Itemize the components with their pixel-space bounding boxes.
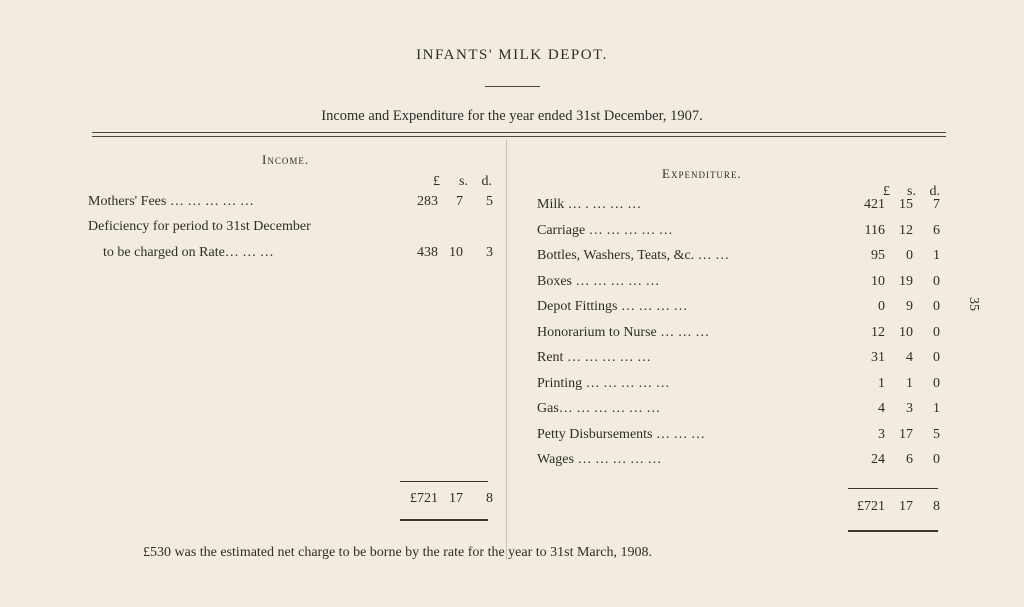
expenditure-row-shillings: 4 — [906, 350, 913, 365]
expenditure-row-pence: 0 — [933, 299, 940, 314]
expenditure-row-pounds: 1 — [878, 376, 885, 391]
income-row-label: Deficiency for period to 31st December — [88, 219, 311, 234]
expenditure-row-pounds: 95 — [871, 248, 885, 263]
double-rule-top — [92, 132, 946, 133]
expenditure-row-shillings: 17 — [899, 427, 913, 442]
expenditure-total-pence: 8 — [933, 499, 940, 514]
expenditure-row-pounds: 421 — [864, 197, 885, 212]
expenditure-row-pence: 0 — [933, 274, 940, 289]
expenditure-row-pounds: 12 — [871, 325, 885, 340]
expenditure-row-shillings: 9 — [906, 299, 913, 314]
expenditure-row-label: Milk … . … … … — [537, 197, 642, 212]
expenditure-row-label: Boxes … … … … … — [537, 274, 660, 289]
expenditure-row-label: Gas… … … … … … — [537, 401, 661, 416]
expenditure-row-pounds: 0 — [878, 299, 885, 314]
expenditure-row-shillings: 19 — [899, 274, 913, 289]
expenditure-col-shillings: s. — [907, 184, 916, 199]
expenditure-total-underline — [848, 530, 938, 532]
income-total-pence: 8 — [486, 491, 493, 506]
expenditure-row-shillings: 3 — [906, 401, 913, 416]
income-col-pence: d. — [481, 174, 492, 189]
expenditure-row-pounds: 24 — [871, 452, 885, 467]
page-subtitle: Income and Expenditure for the year ended 31st December, 1907. — [321, 108, 703, 124]
expenditure-row-pence: 7 — [933, 197, 940, 212]
expenditure-heading: Expenditure. — [662, 166, 742, 181]
expenditure-row-pence: 1 — [933, 248, 940, 263]
income-row-shillings: 7 — [456, 194, 463, 209]
expenditure-row-pounds: 4 — [878, 401, 885, 416]
income-total-shillings: 17 — [449, 491, 463, 506]
expenditure-row-pounds: 3 — [878, 427, 885, 442]
expenditure-row-pence: 1 — [933, 401, 940, 416]
double-rule-bottom — [92, 136, 946, 137]
expenditure-row-pence: 0 — [933, 376, 940, 391]
income-col-pounds: £ — [433, 174, 440, 189]
expenditure-row-pence: 0 — [933, 325, 940, 340]
expenditure-row-pounds: 116 — [864, 223, 885, 238]
income-total-pounds: £721 — [410, 491, 438, 506]
income-row-label: to be charged on Rate… … … — [103, 245, 274, 260]
income-row-label: Mothers' Fees … … … … … — [88, 194, 254, 209]
expenditure-row-label: Petty Disbursements … … … — [537, 427, 705, 442]
expenditure-col-pounds: £ — [883, 184, 890, 199]
expenditure-row-shillings: 6 — [906, 452, 913, 467]
expenditure-row-label: Honorarium to Nurse … … … — [537, 325, 710, 340]
column-divider — [506, 140, 507, 560]
income-row-pounds: 438 — [417, 245, 438, 260]
expenditure-row-label: Carriage … … … … … — [537, 223, 673, 238]
page-number: 35 — [966, 297, 981, 311]
income-row-shillings: 10 — [449, 245, 463, 260]
expenditure-row-shillings: 12 — [899, 223, 913, 238]
expenditure-row-label: Printing … … … … … — [537, 376, 670, 391]
income-row-pounds: 283 — [417, 194, 438, 209]
expenditure-row-pence: 0 — [933, 452, 940, 467]
expenditure-row-label: Depot Fittings … … … … — [537, 299, 688, 314]
income-row-pence: 5 — [486, 194, 493, 209]
expenditure-col-pence: d. — [929, 184, 940, 199]
page-title: INFANTS' MILK DEPOT. — [416, 47, 608, 63]
income-row-pence: 3 — [486, 245, 493, 260]
income-total-rule — [400, 481, 488, 482]
expenditure-total-rule — [848, 488, 938, 489]
expenditure-row-shillings: 0 — [906, 248, 913, 263]
expenditure-row-pounds: 31 — [871, 350, 885, 365]
expenditure-row-pence: 0 — [933, 350, 940, 365]
expenditure-row-pounds: 10 — [871, 274, 885, 289]
expenditure-row-shillings: 10 — [899, 325, 913, 340]
expenditure-total-shillings: 17 — [899, 499, 913, 514]
income-total-underline — [400, 519, 488, 521]
expenditure-row-pence: 6 — [933, 223, 940, 238]
expenditure-total-pounds: £721 — [857, 499, 885, 514]
income-col-shillings: s. — [459, 174, 468, 189]
expenditure-row-label: Rent … … … … … — [537, 350, 651, 365]
expenditure-row-label: Wages … … … … … — [537, 452, 662, 467]
footer-note: £530 was the estimated net charge to be borne by the rate for the year to 31st March, 1908. — [143, 545, 653, 560]
expenditure-row-label: Bottles, Washers, Teats, &c. … … — [537, 248, 730, 263]
expenditure-row-pence: 5 — [933, 427, 940, 442]
expenditure-row-shillings: 1 — [906, 376, 913, 391]
expenditure-row-shillings: 15 — [899, 197, 913, 212]
income-heading: Income. — [262, 152, 310, 167]
title-rule — [485, 86, 540, 87]
